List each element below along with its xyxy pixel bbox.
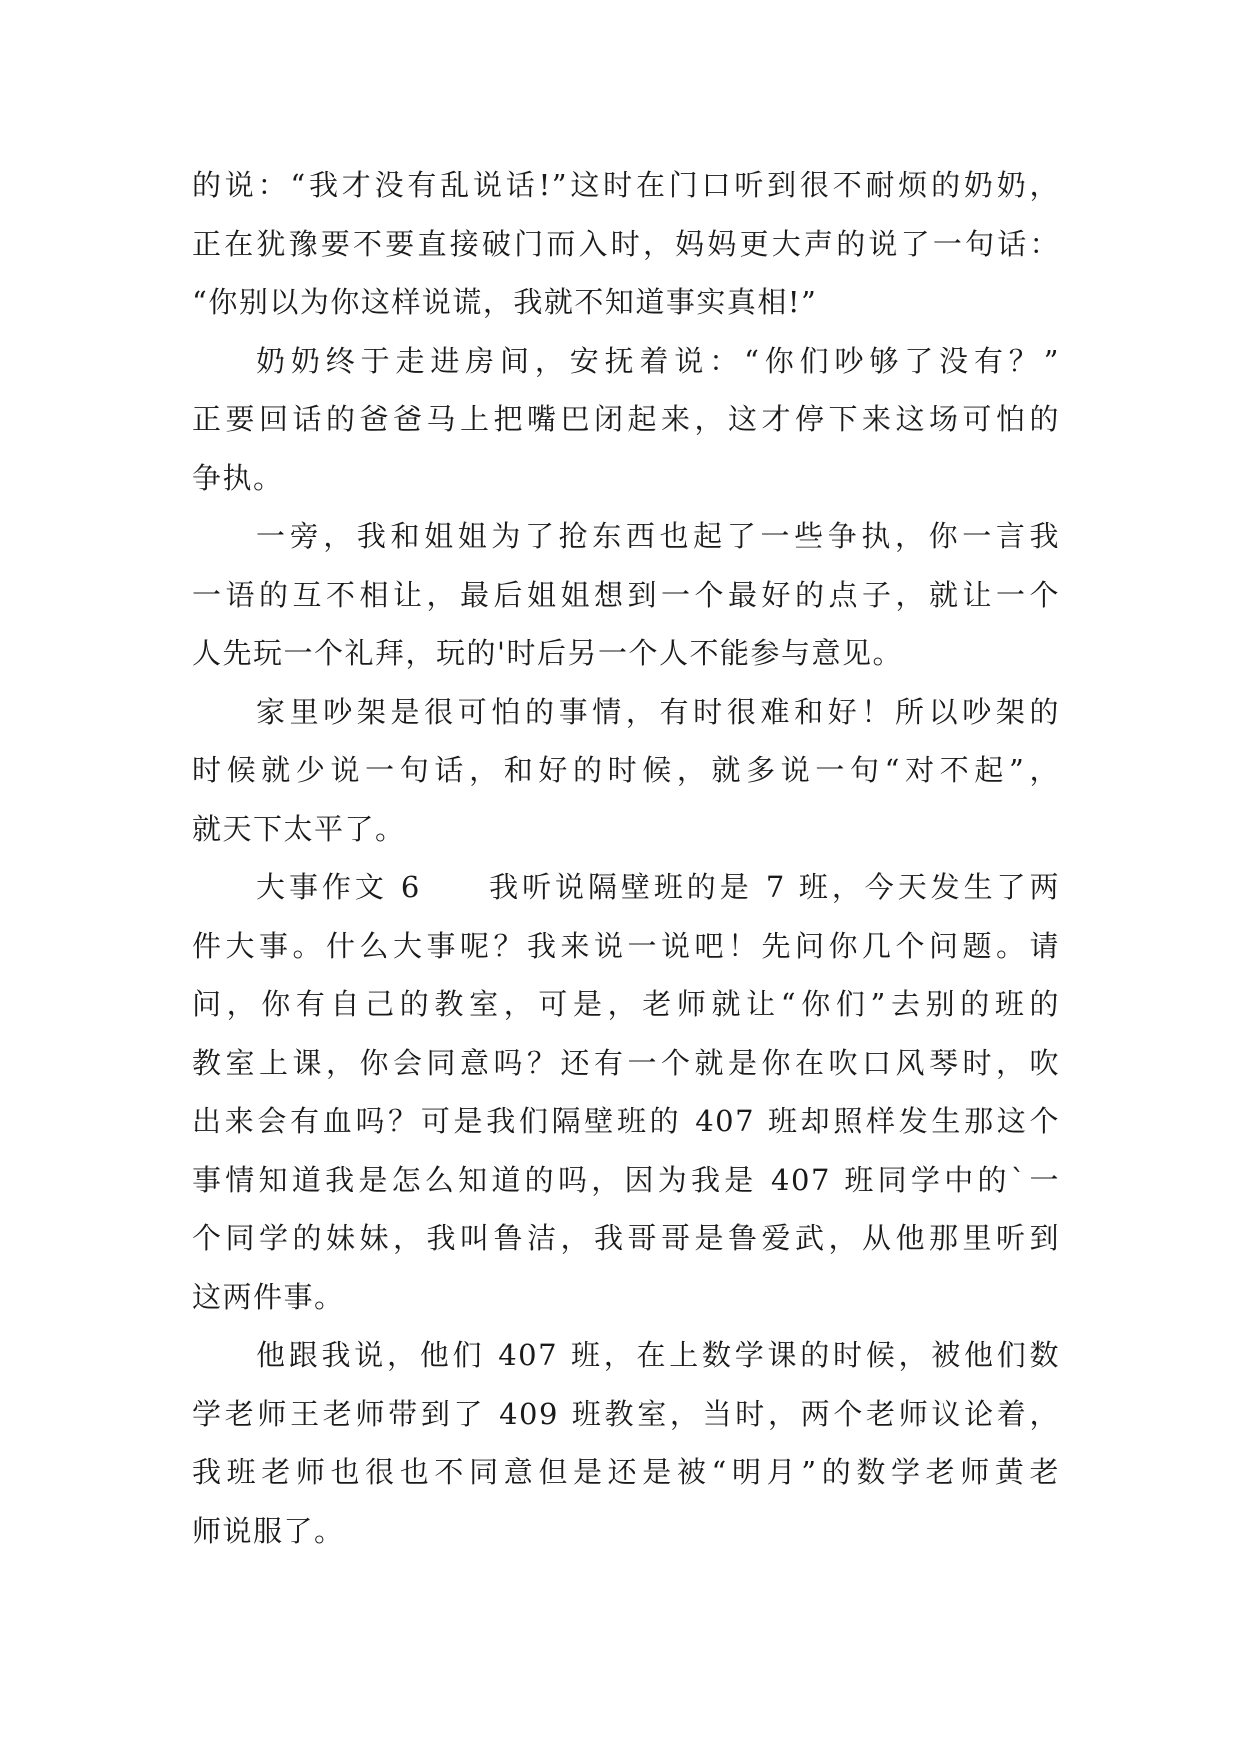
- text-line: 教室上课，你会同意吗？还有一个就是你在吹口风琴时，吹: [192, 1045, 1060, 1080]
- text-line: 一旁，我和姐姐为了抢东西也起了一些争执，你一言我: [256, 519, 1060, 553]
- text-line: 的说：“我才没有乱说话!”这时在门口听到很不耐烦的奶奶，: [192, 168, 1060, 202]
- text-line: 这两件事。: [192, 1279, 345, 1314]
- text-line: 问，你有自己的教室，可是，老师就让“你们”去别的班的: [192, 987, 1060, 1021]
- text-line: 个同学的妹妹，我叫鲁洁，我哥哥是鲁爱武，从他那里听到: [192, 1221, 1060, 1255]
- text-line: 家里吵架是很可怕的事情，有时很难和好！所以吵架的: [256, 694, 1060, 729]
- text-line: 大事作文 6 我听说隔壁班的是 7 班，今天发生了两: [256, 870, 1060, 904]
- text-line: 一语的互不相让，最后姐姐想到一个最好的点子，就让一个: [192, 577, 1060, 612]
- text-line: 奶奶终于走进房间，安抚着说：“你们吵够了没有？”: [256, 343, 1060, 378]
- text-line: 正在犹豫要不要直接破门而入时，妈妈更大声的说了一句话：: [192, 226, 1060, 261]
- text-line: 师说服了。: [192, 1513, 345, 1548]
- document-body: [192, 156, 1060, 1560]
- text-line: 他跟我说，他们 407 班，在上数学课的时候，被他们数: [256, 1338, 1060, 1372]
- text-line: “你别以为你这样说谎，我就不知道事实真相!”: [192, 285, 818, 319]
- text-line: 人先玩一个礼拜，玩的'时后另一个人不能参与意见。: [192, 636, 903, 670]
- text-line: 就天下太平了。: [192, 811, 406, 846]
- text-line: 时候就少说一句话，和好的时候，就多说一句“对不起”，: [192, 753, 1060, 787]
- text-line: 我班老师也很也不同意但是还是被“明月”的数学老师黄老: [192, 1455, 1060, 1489]
- text-line: 出来会有血吗？可是我们隔壁班的 407 班却照样发生那这个: [192, 1104, 1060, 1138]
- text-line: 学老师王老师带到了 409 班教室，当时，两个老师议论着，: [192, 1396, 1060, 1431]
- text-line: 件大事。什么大事呢？我来说一说吧！先问你几个问题。请: [192, 928, 1060, 963]
- text-line: 争执。: [192, 460, 284, 495]
- text-line: 正要回话的爸爸马上把嘴巴闭起来，这才停下来这场可怕的: [192, 402, 1060, 436]
- text-line: 事情知道我是怎么知道的吗，因为我是 407 班同学中的`一: [192, 1162, 1060, 1197]
